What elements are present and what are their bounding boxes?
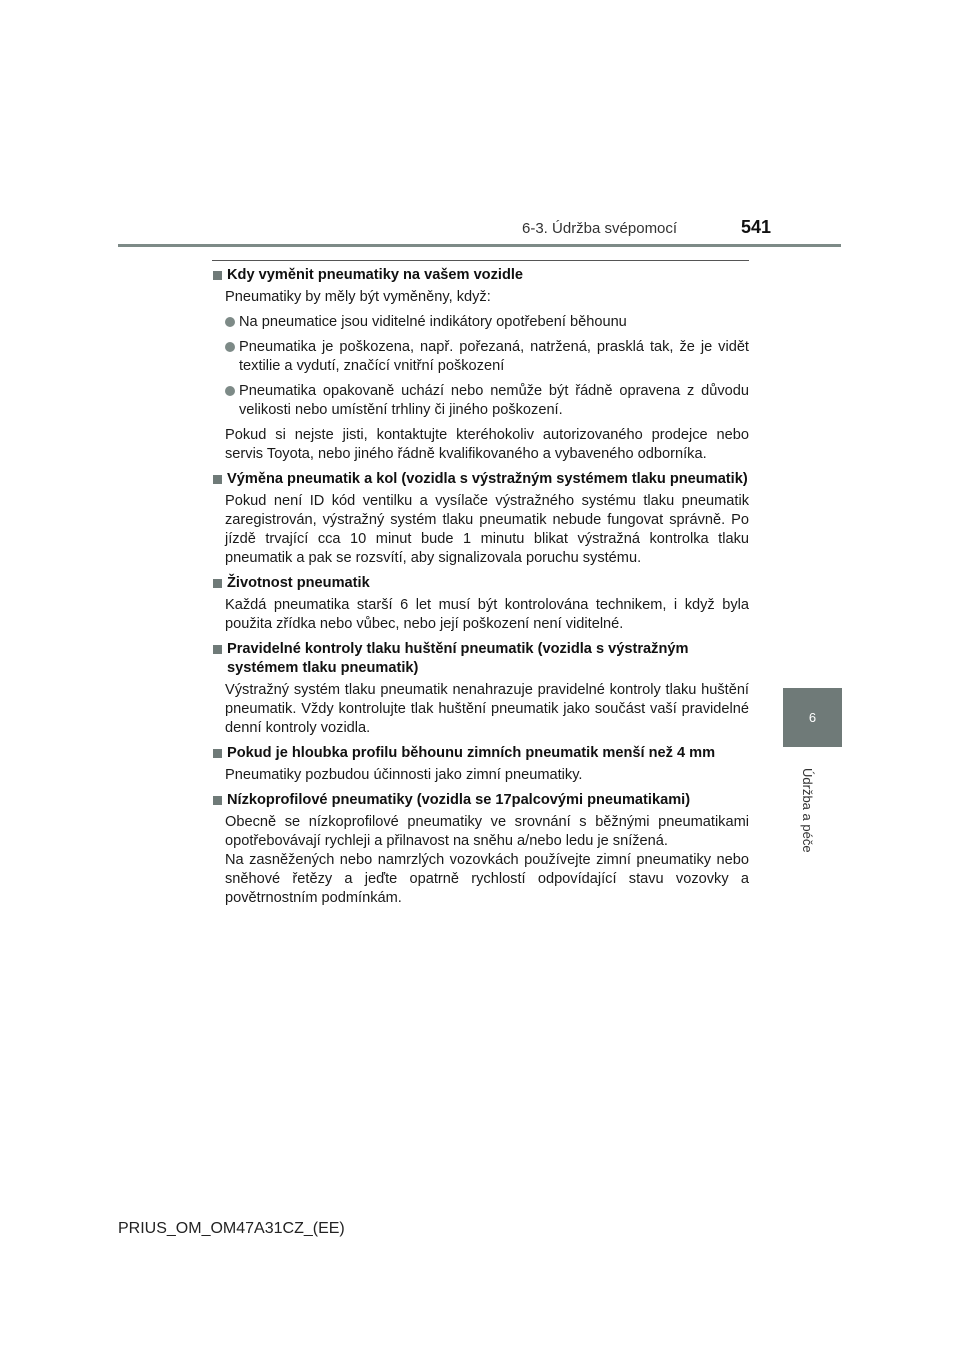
- header-divider: [118, 244, 841, 247]
- paragraph: Pneumatiky pozbudou účinnosti jako zimní pneumatiky.: [225, 767, 583, 783]
- paragraph: Pokud si nejste jisti, kontaktujte kteréhokoliv autorizovaného prodejce nebo servis Toyota, nebo jiného řádně kvalifikovaného a vybaveného odborníka.: [225, 427, 749, 462]
- section-title: Pravidelné kontroly tlaku huštění pneumatik (vozidla s výstražným systémem tlaku pneumatik): [212, 640, 749, 678]
- square-bullet-icon: [213, 579, 222, 588]
- circle-bullet-icon: [225, 342, 235, 352]
- chapter-tab-label: Údržba a péče: [800, 768, 815, 853]
- square-bullet-icon: [213, 475, 222, 484]
- paragraph: Výstražný systém tlaku pneumatik nenahrazuje pravidelné kontroly tlaku huštění pneumatik. Vždy kontrolujte tlak huštění pneumatik jako součást vaší pravidelné denní kontroly vozidla.: [225, 682, 749, 736]
- page-number: 541: [741, 217, 772, 237]
- chapter-tab-number: 6: [808, 710, 817, 725]
- running-header-section: 6-3. Údržba svépomocí: [522, 220, 678, 237]
- square-bullet-icon: [213, 645, 222, 654]
- square-bullet-icon: [213, 796, 222, 805]
- section-title: Kdy vyměnit pneumatiky na vašem vozidle: [212, 266, 749, 285]
- section-title: Pokud je hloubka profilu běhounu zimních pneumatik menší než 4 mm: [212, 744, 749, 763]
- paragraph: Pneumatiky by měly být vyměněny, když:: [225, 289, 491, 305]
- content-divider: [212, 260, 749, 261]
- section-title: Výměna pneumatik a kol (vozidla s výstražným systémem tlaku pneumatik): [212, 470, 749, 489]
- section-tire-lifespan: [212, 574, 749, 634]
- section-pressure-checks: [212, 640, 749, 738]
- chapter-tab: [783, 688, 842, 747]
- section-low-profile-tires: [212, 791, 749, 908]
- section-title: Nízkoprofilové pneumatiky (vozidla se 17palcovými pneumatikami): [212, 791, 749, 810]
- section-title: Životnost pneumatik: [212, 574, 749, 593]
- paragraph: Pokud není ID kód ventilku a vysílače výstražného systému tlaku pneumatik zaregistrován, výstražný systém tlaku pneumatik nebude fungovat správně. Po jízdě trvající cca 10 minut bude 1 minutu blikat výstražná kontrolka tlaku pneumatik a pak se rozsvítí, aby signalizovala poruchu systému.: [225, 493, 749, 566]
- square-bullet-icon: [213, 271, 222, 280]
- document-code: PRIUS_OM_OM47A31CZ_(EE): [118, 1220, 345, 1237]
- list-item: Pneumatika je poškozena, např. pořezaná, natržená, prasklá tak, že je vidět textilie a vydutí, značící vnitřní poškození: [225, 338, 749, 376]
- page-content: [212, 266, 749, 914]
- paragraph: Každá pneumatika starší 6 let musí být kontrolována technikem, i když byla použita zřídka nebo vůbec, nebo její poškození není viditelné.: [225, 597, 749, 632]
- square-bullet-icon: [213, 749, 222, 758]
- paragraph: Obecně se nízkoprofilové pneumatiky ve srovnání s běžnými pneumatikami opotřebovávají rychleji a přilnavost na sněhu a/nebo ledu je snížená.: [225, 814, 749, 849]
- paragraph: Na zasněžených nebo namrzlých vozovkách používejte zimní pneumatiky nebo sněhové řetězy a jeďte opatrně rychlostí odpovídající stavu vozovky a povětrnostním podmínkám.: [225, 852, 749, 906]
- section-winter-tread-depth: [212, 744, 749, 785]
- circle-bullet-icon: [225, 317, 235, 327]
- section-tire-wheel-replacement: [212, 470, 749, 568]
- list-item: Pneumatika opakovaně uchází nebo nemůže být řádně opravena z důvodu velikosti nebo umístění trhliny či jiného poškození.: [225, 382, 749, 420]
- list-item: Na pneumatice jsou viditelné indikátory opotřebení běhounu: [225, 313, 749, 332]
- circle-bullet-icon: [225, 386, 235, 396]
- section-when-to-replace: [212, 266, 749, 464]
